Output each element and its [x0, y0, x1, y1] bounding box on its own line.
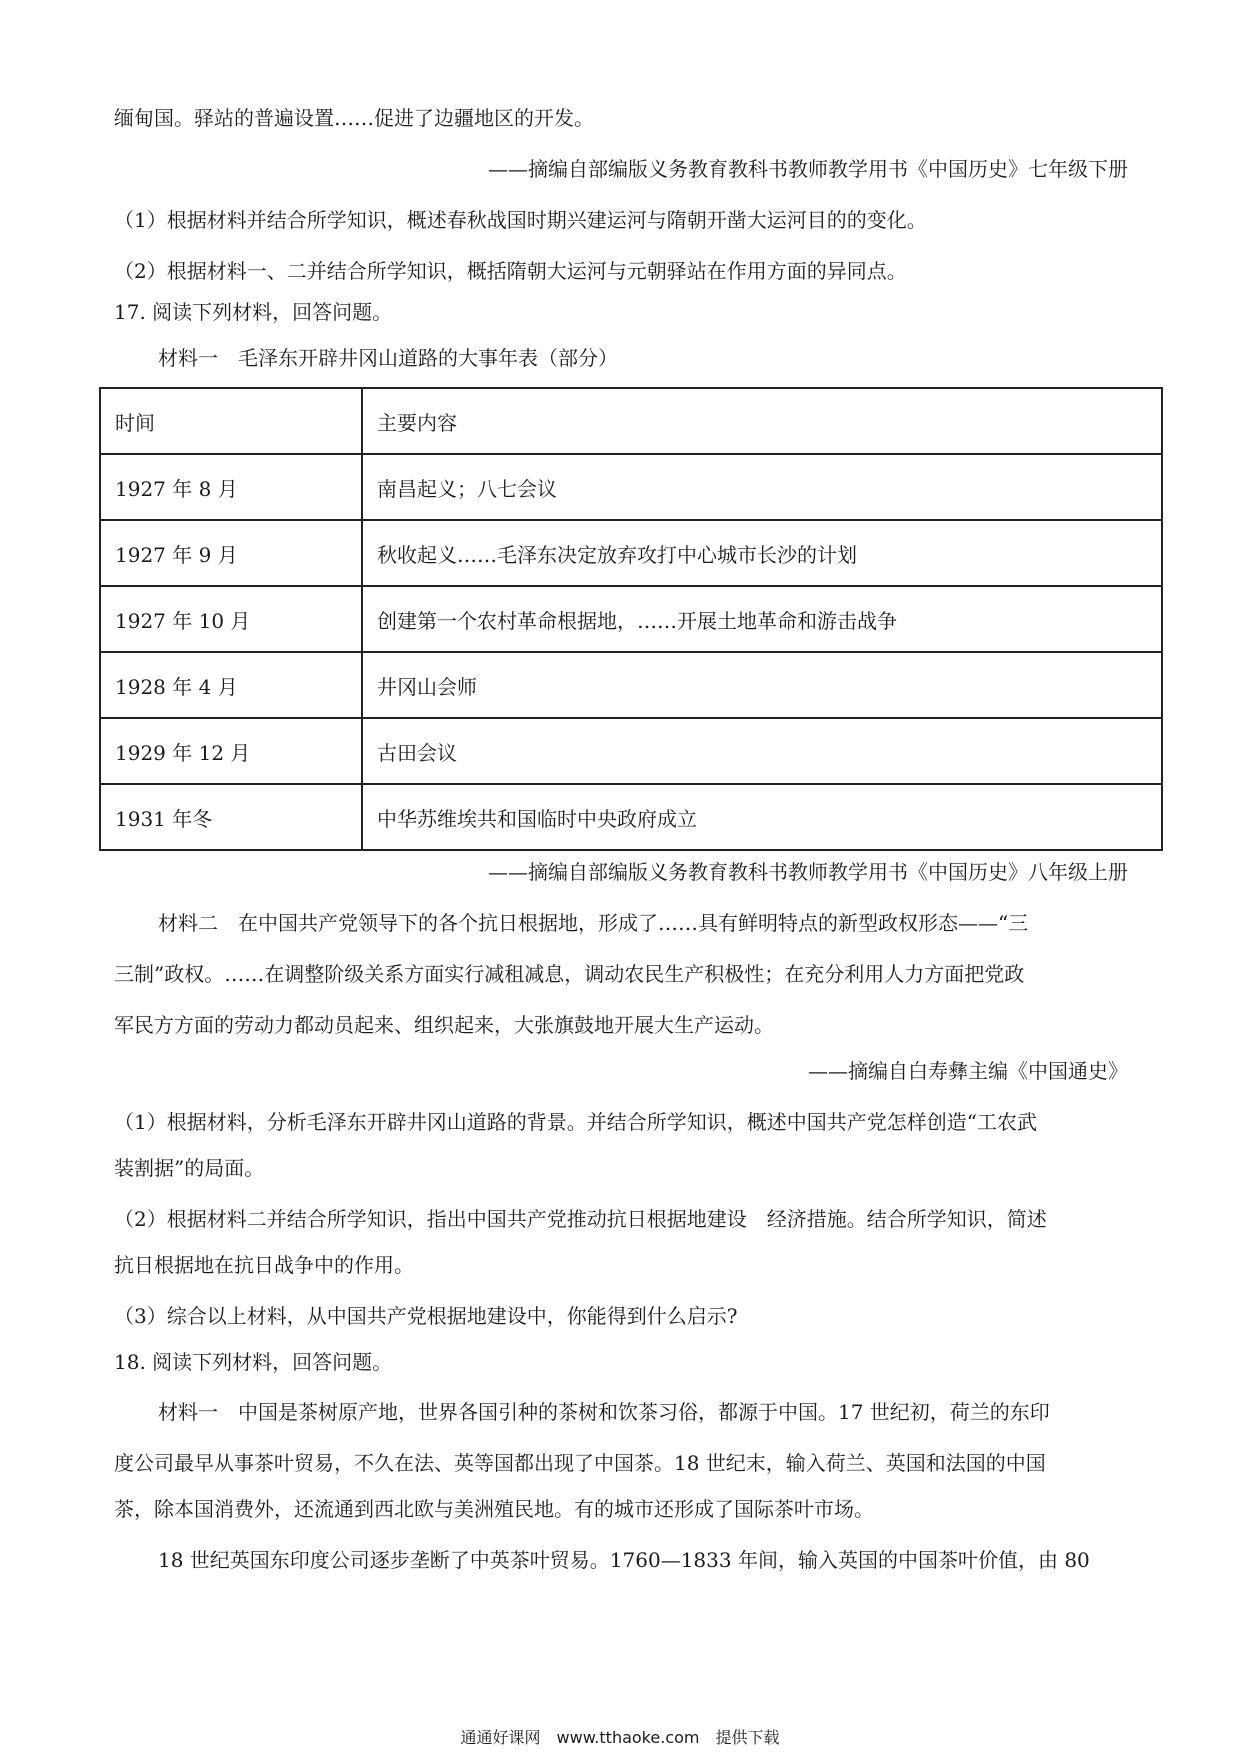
q16-question-1: （1）根据材料并结合所学知识，概述春秋战国时期兴建运河与隋朝开凿大运河目的的变化。 — [114, 208, 927, 232]
q17-question-3: （3）综合以上材料，从中国共产党根据地建设中，你能得到什么启示? — [114, 1304, 738, 1328]
q18-material1-line3: 茶，除本国消费外，还流通到西北欧与美洲殖民地。有的城市还形成了国际茶叶市场。 — [114, 1497, 874, 1521]
table-cell-time: 1927 年 8 月 — [100, 454, 362, 520]
q17-material2-source: ——摘编自白寿彝主编《中国通史》 — [808, 1059, 1128, 1083]
q17-material2-line2: 三制”政权。……在调整阶级关系方面实行减租减息，调动农民生产积极性；在充分利用人力方面把党政 — [114, 962, 1025, 986]
q16-question-2: （2）根据材料一、二并结合所学知识，概括隋朝大运河与元朝驿站在作用方面的异同点。 — [114, 259, 907, 283]
table-cell-time: 1927 年 10 月 — [100, 586, 362, 652]
table-header-row — [100, 388, 1162, 454]
q17-question-1-line1: （1）根据材料，分析毛泽东开辟井冈山道路的背景。并结合所学知识，概述中国共产党怎样创造“工农武 — [114, 1110, 1037, 1134]
q16-material-tail: 缅甸国。驿站的普遍设置……促进了边疆地区的开发。 — [114, 106, 594, 130]
events-table — [99, 387, 1163, 851]
table-row — [100, 784, 1162, 850]
q17-material1-title: 材料一 毛泽东开辟井冈山道路的大事年表（部分） — [158, 346, 618, 370]
table-cell-content: 南昌起义；八七会议 — [362, 454, 1162, 520]
q17-heading: 17. 阅读下列材料，回答问题。 — [114, 300, 393, 324]
q18-material1-line4: 18 世纪英国东印度公司逐步垄断了中英茶叶贸易。1760—1833 年间，输入英国的中国茶叶价值，由 80 — [158, 1548, 1090, 1572]
q18-heading: 18. 阅读下列材料，回答问题。 — [114, 1350, 393, 1374]
table-row — [100, 718, 1162, 784]
table-cell-content: 中华苏维埃共和国临时中央政府成立 — [362, 784, 1162, 850]
table-cell-content: 古田会议 — [362, 718, 1162, 784]
q18-material1-line1: 材料一 中国是茶树原产地，世界各国引种的茶树和饮茶习俗，都源于中国。17 世纪初，荷兰的东印 — [158, 1400, 1050, 1424]
table-header-content: 主要内容 — [362, 388, 1162, 454]
q16-source: ——摘编自部编版义务教育教科书教师教学用书《中国历史》七年级下册 — [488, 157, 1128, 181]
table-cell-content: 井冈山会师 — [362, 652, 1162, 718]
table-cell-content: 创建第一个农村革命根据地，……开展土地革命和游击战争 — [362, 586, 1162, 652]
q17-table-source: ——摘编自部编版义务教育教科书教师教学用书《中国历史》八年级上册 — [488, 860, 1128, 884]
q17-question-1-line2: 装割据”的局面。 — [114, 1156, 265, 1180]
q17-material2-line3: 军民方方面的劳动力都动员起来、组织起来，大张旗鼓地开展大生产运动。 — [114, 1013, 774, 1037]
table-cell-time: 1931 年冬 — [100, 784, 362, 850]
q17-material2-line1: 材料二 在中国共产党领导下的各个抗日根据地，形成了……具有鲜明特点的新型政权形态——“三 — [158, 911, 1029, 935]
table-cell-content: 秋收起义……毛泽东决定放弃攻打中心城市长沙的计划 — [362, 520, 1162, 586]
q17-question-2-line1: （2）根据材料二并结合所学知识，指出中国共产党推动抗日根据地建设 经济措施。结合所学知识，简述 — [114, 1207, 1047, 1231]
table-cell-time: 1929 年 12 月 — [100, 718, 362, 784]
page-footer: 通通好课网 www.tthaoke.com 提供下载 — [460, 1728, 780, 1747]
table-header-time: 时间 — [100, 388, 362, 454]
table-row — [100, 520, 1162, 586]
table-row — [100, 586, 1162, 652]
q18-material1-line2: 度公司最早从事茶叶贸易，不久在法、英等国都出现了中国茶。18 世纪末，输入荷兰、英国和法国的中国 — [114, 1451, 1046, 1475]
table-row — [100, 454, 1162, 520]
table-cell-time: 1928 年 4 月 — [100, 652, 362, 718]
table-row — [100, 652, 1162, 718]
q17-question-2-line2: 抗日根据地在抗日战争中的作用。 — [114, 1253, 414, 1277]
table-cell-time: 1927 年 9 月 — [100, 520, 362, 586]
